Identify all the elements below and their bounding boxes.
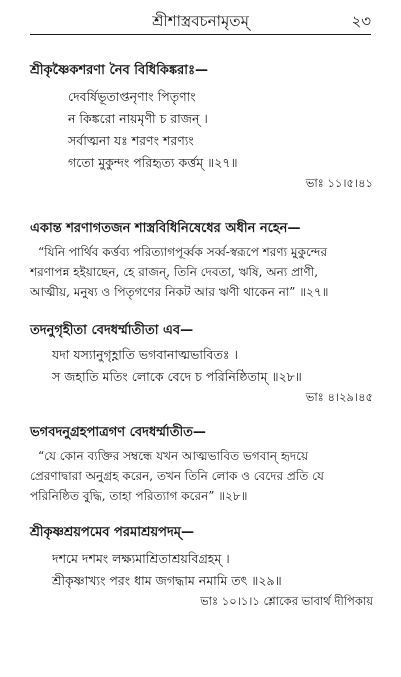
section-3: [30, 322, 373, 406]
prose-line: প্রেরণাদ্বারা অনুগ্রহ করেন, তখন তিনি লোক ও বেদের প্রতি যে: [30, 469, 324, 483]
verse-line: সর্বাত্মনা যঃ শরণং শরণ্যং: [68, 133, 194, 148]
verse-reference: ভাঃ ১০।১।১ শ্লোকের ভাবার্থ দীপিকায়: [200, 594, 373, 608]
section-heading: একান্ত শরণাগতজন শাস্ত্রবিধিনিষেধের অধীন নহেন—: [30, 221, 301, 236]
prose-line: শরণাপন্ন হইয়াছেন, হে রাজন্, তিনি দেবতা, ঋষি, অন্য প্রাণী,: [30, 265, 319, 279]
verse-line: স জহাতি মতিং লোকে বেদে চ পরিনিষ্ঠিতাম্ ॥২৮॥: [52, 369, 302, 384]
prose-line: “যিনি পার্থিব কর্ত্তব্য পরিত্যাগপূর্ব্বক সর্ব্ব-স্বরূপে শরণ্য মুকুন্দের: [38, 245, 328, 259]
prose-line: “যে কোন ব্যক্তির সম্বন্ধে যখন আত্মভাবিত ভগবান্ হৃদয়ে: [38, 449, 309, 463]
section-heading: ভগবদনুগ্রহপাত্রগণ বেদধর্ম্মাতীত—: [30, 425, 206, 440]
sanskrit-verse: [30, 86, 373, 174]
section-2: [30, 220, 373, 302]
page-number: ২৩: [351, 12, 371, 30]
prose-line: আত্মীয়, মনুষ্য ও পিতৃগণের নিকট আর ঋণী থাকেন না” ॥২৭॥: [30, 285, 329, 299]
page-header: [0, 6, 401, 32]
verse-reference: ভাঃ ৪।২৯।৪৫: [305, 390, 373, 404]
section-1: [30, 62, 373, 192]
section-5: [30, 524, 373, 610]
section-heading: শ্রীকৃষ্ণশ্রয়পমেব পরমাশ্রয়পদম্—: [30, 525, 194, 540]
header-divider: [30, 34, 371, 35]
prose-line: পরিনিষ্ঠিত বুদ্ধি, তাহা পরিত্যাগ করেন” ॥২৮॥: [30, 489, 248, 503]
sanskrit-verse: [30, 548, 373, 592]
section-heading: তদনুগৃহীতা বেদধর্ম্মাতীতা এব—: [30, 323, 194, 338]
section-4: [30, 424, 373, 506]
verse-line: শ্রীকৃষ্ণাখ্যং পরং ধাম জগদ্ধাম নমামি তৎ ॥২৯॥: [52, 573, 282, 588]
bengali-translation: [30, 242, 373, 302]
verse-reference: ভাঃ ১১।৫।৪১: [305, 176, 373, 190]
verse-line: দশমে দশমং লক্ষ্যমাশ্রিতাশ্রয়বিগ্রহম্ ।: [52, 551, 230, 566]
verse-line: ন কিঙ্করো নায়মৃণী চ রাজন্ ।: [68, 111, 208, 126]
running-title: শ্রীশাস্ত্রবচনামৃতম্: [152, 12, 249, 30]
verse-line: যদা যস্যানুগৃহ্ণাতি ভগবানাত্মভাবিতঃ ।: [52, 347, 238, 362]
verse-line: দেবর্ষিভূতাপ্তনৃণাং পিতৃণাং: [68, 89, 196, 104]
verse-line: গতো মুকুন্দং পরিহৃত্য কর্ত্তম্ ॥২৭॥: [68, 155, 238, 170]
bengali-translation: [30, 446, 373, 506]
section-heading: শ্রীকৃষ্ণৈকশরণা নৈব বিধিকিঙ্করাঃ—: [30, 63, 209, 78]
sanskrit-verse: [30, 344, 373, 388]
